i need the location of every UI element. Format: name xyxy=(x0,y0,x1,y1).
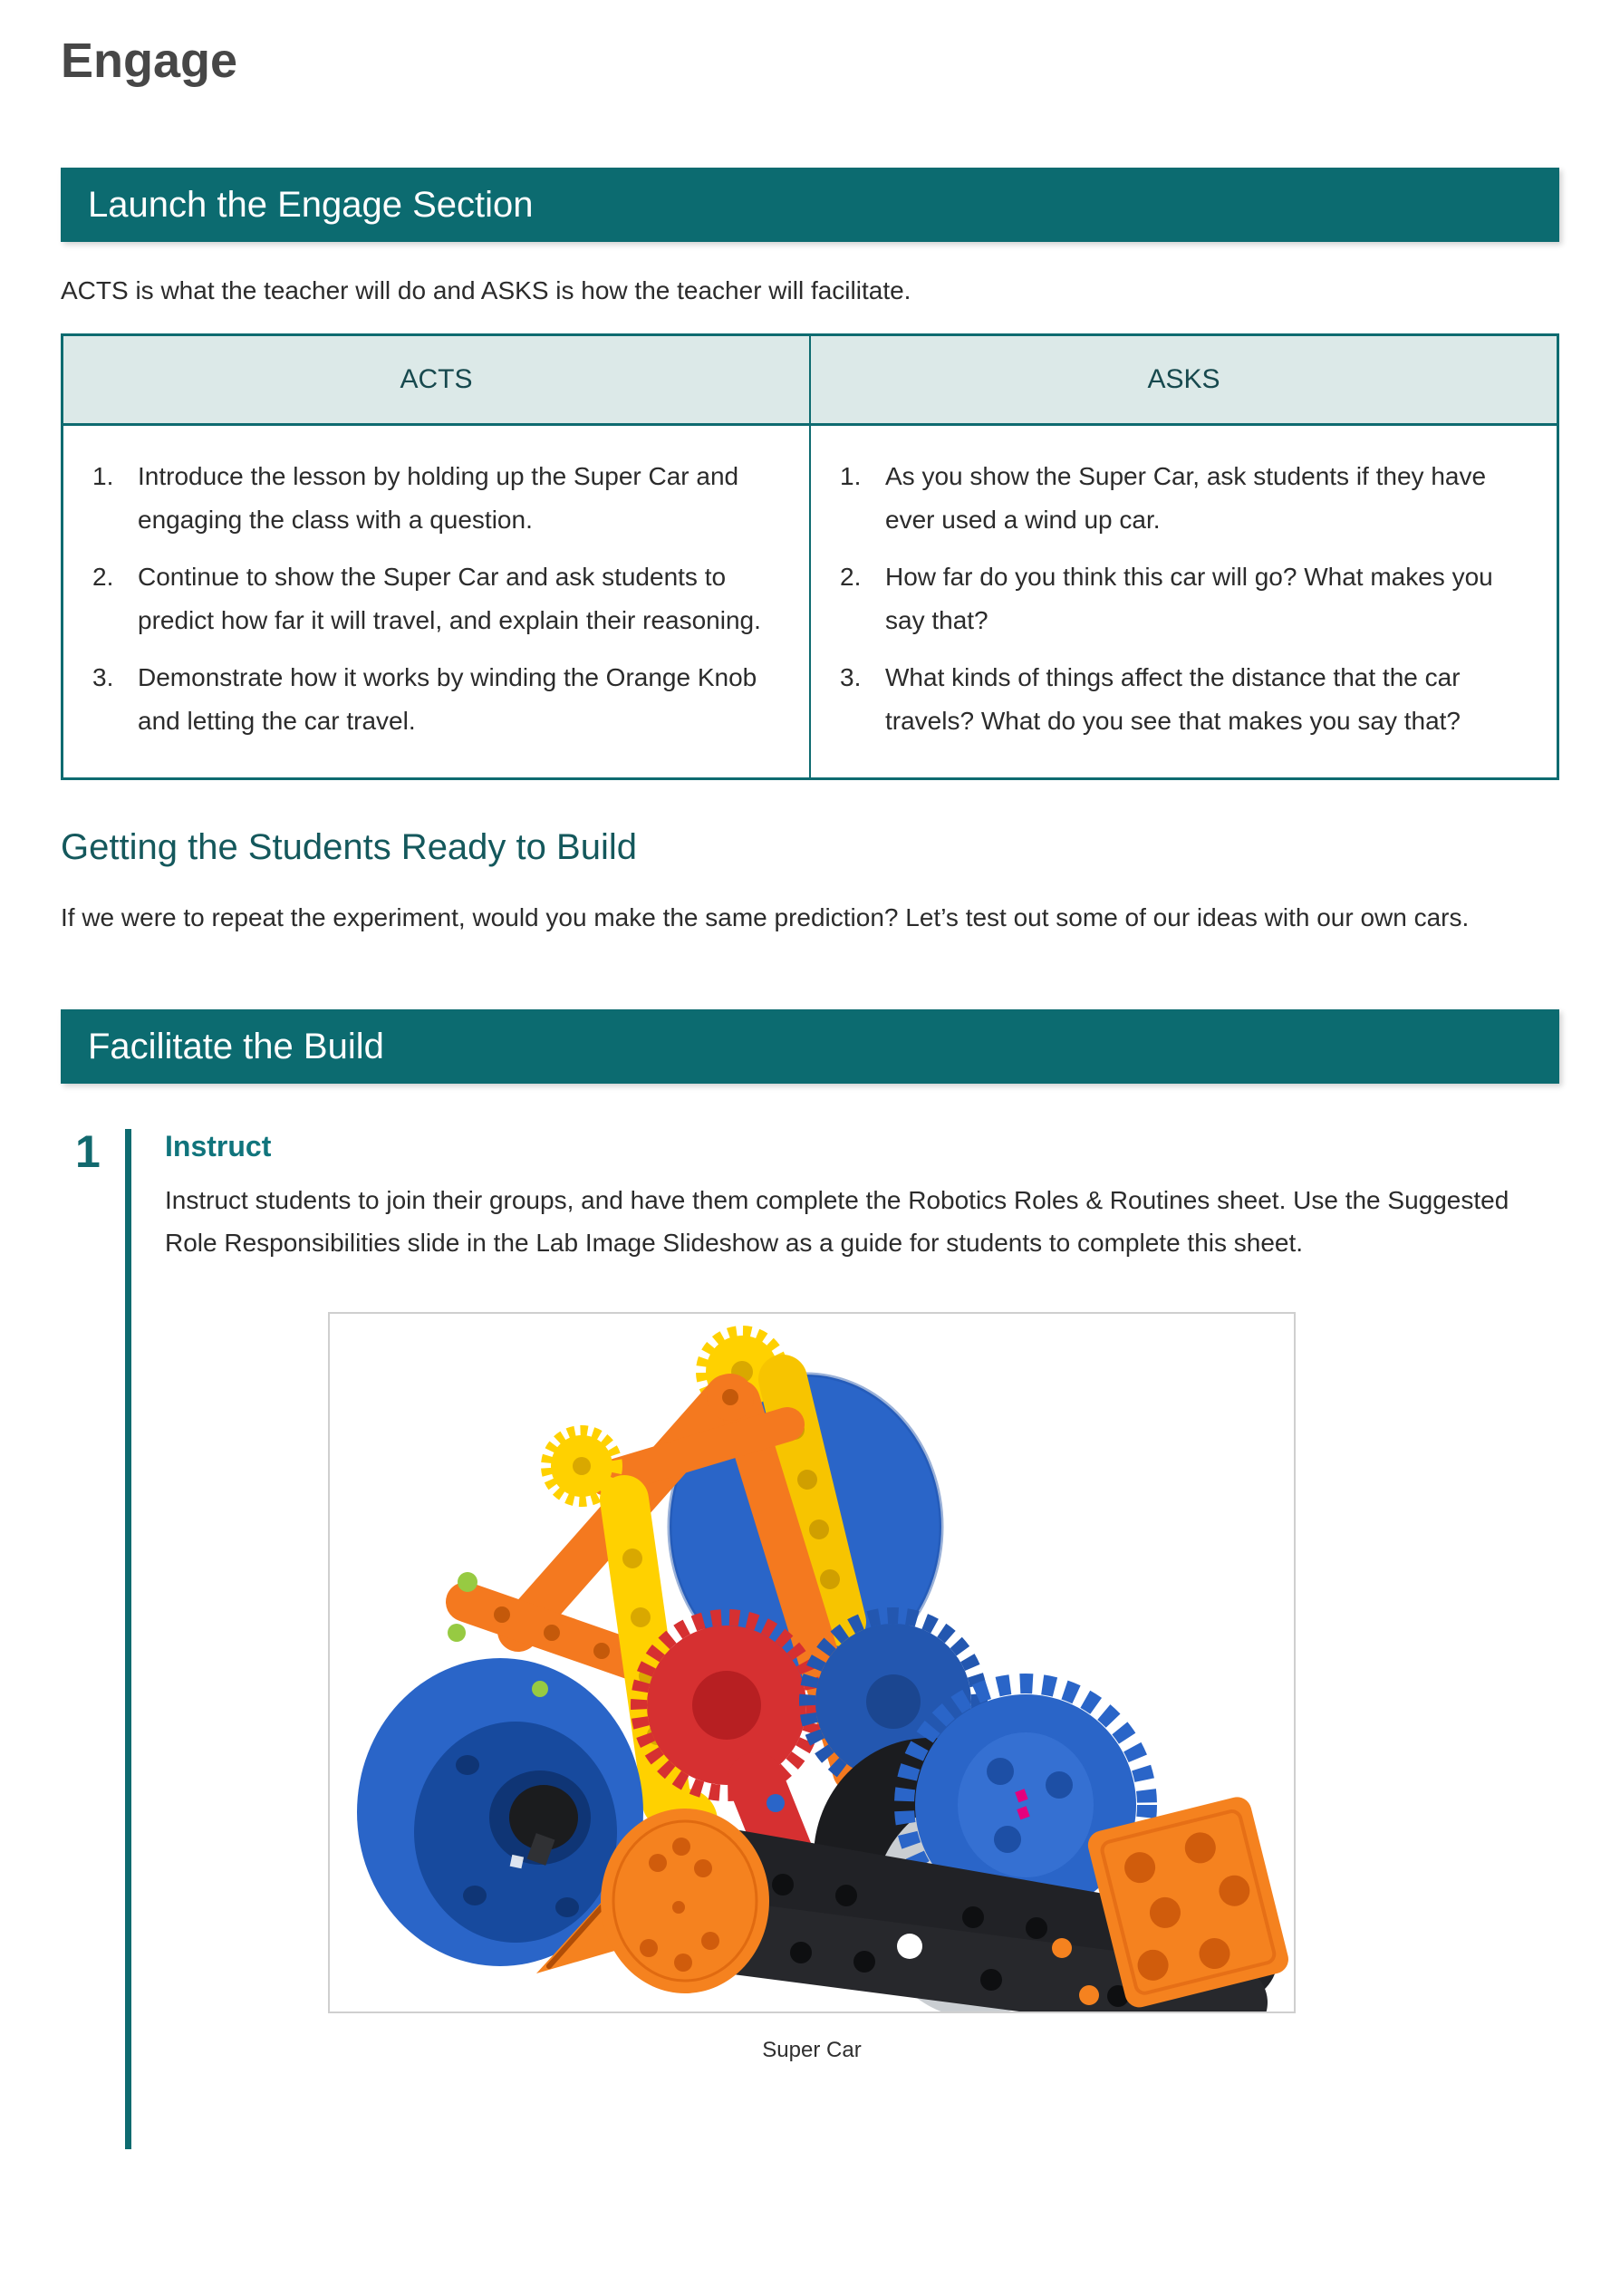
build-step-1 xyxy=(61,1126,1559,2149)
step-accent-line xyxy=(125,1129,131,2149)
ready-to-build-heading: Getting the Students Ready to Build xyxy=(61,826,637,867)
asks-cell xyxy=(810,424,1558,778)
super-car-caption: Super Car xyxy=(762,2037,862,2062)
step-number: 1 xyxy=(75,1126,101,1178)
facilitate-build-banner xyxy=(61,1009,1559,1084)
list-item: Continue to show the Super Car and ask students to predict how far it will travel, and explain their reasoning. xyxy=(138,563,761,634)
launch-section-banner xyxy=(61,168,1559,242)
step-content xyxy=(165,1129,1559,2149)
acts-cell xyxy=(63,424,811,778)
page-title: Engage xyxy=(61,34,238,88)
launch-banner-label: Launch the Engage Section xyxy=(88,185,534,226)
acts-list xyxy=(88,455,782,743)
acts-asks-table xyxy=(61,333,1559,780)
list-item: Introduce the lesson by holding up the Super Car and engaging the class with a question. xyxy=(138,461,739,534)
step-heading-instruct: Instruct xyxy=(165,1130,272,1163)
step-instruct-paragraph: Instruct students to join their groups, and have them complete the Robotics Roles & Routines sheet. Use the Suggested Role Responsibilities slide in the Lab Image Slideshow as a guide for students to complete this sheet. xyxy=(165,1185,1509,1258)
list-item: Demonstrate how it works by winding the Orange Knob and letting the car travel. xyxy=(138,663,757,735)
super-car-illustration xyxy=(330,1314,1294,2011)
list-item: What kinds of things affect the distance that the car travels? What do you see that makes you say that? xyxy=(885,663,1461,735)
asks-list xyxy=(835,455,1529,743)
asks-column-header: ASKS xyxy=(810,334,1558,424)
super-car-figure xyxy=(328,1312,1296,2066)
list-item: How far do you think this car will go? What makes you say that? xyxy=(885,563,1493,634)
ready-to-build-paragraph: If we were to repeat the experiment, would you make the same prediction? Let’s test out some of our ideas with our own cars. xyxy=(61,902,1470,931)
list-item: As you show the Super Car, ask students if they have ever used a wind up car. xyxy=(885,461,1487,534)
acts-column-header: ACTS xyxy=(63,334,811,424)
acts-asks-intro: ACTS is what the teacher will do and ASKS is how the teacher will facilitate. xyxy=(61,276,911,305)
facilitate-banner-label: Facilitate the Build xyxy=(88,1027,384,1067)
super-car-image xyxy=(328,1312,1296,2013)
